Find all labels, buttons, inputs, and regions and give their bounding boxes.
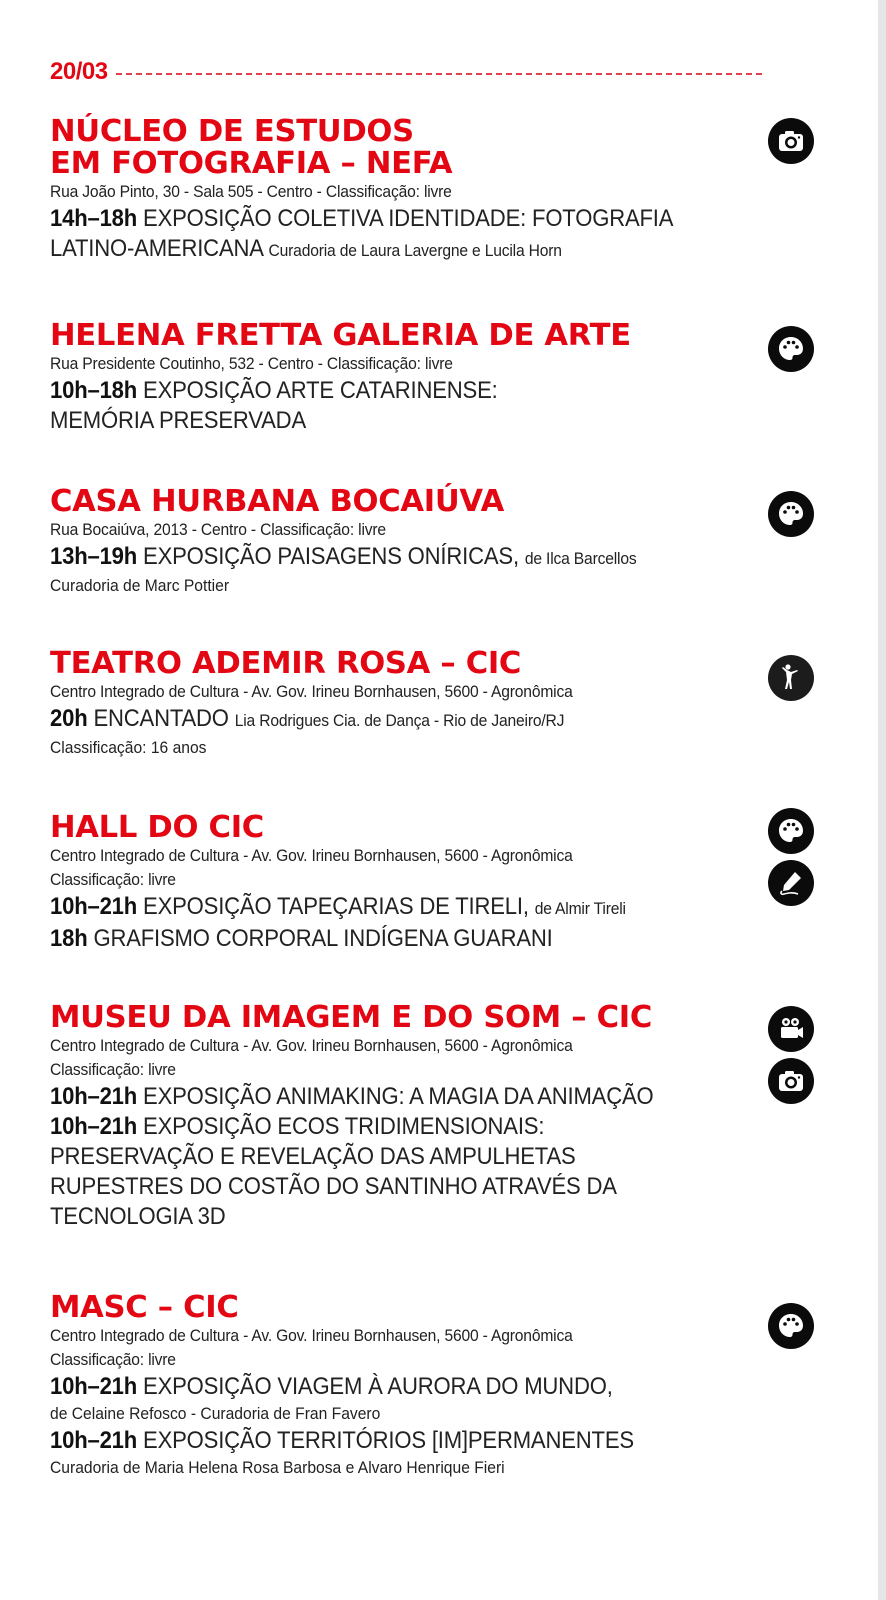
venue-masc — [50, 1292, 750, 1480]
event-time: 10h–18h — [50, 377, 138, 404]
event-note: Curadoria de Marc Pottier — [50, 576, 230, 595]
event-item — [50, 704, 749, 736]
event-time: 10h–21h — [50, 893, 138, 920]
venue-title-line: MUSEU DA IMAGEM E DO SOM – CIC — [50, 1000, 652, 1035]
event-title: EXPOSIÇÃO ARTE CATARINENSE: — [143, 377, 498, 404]
event-time: 20h — [50, 705, 88, 732]
dance-icon — [768, 655, 814, 701]
pencil-icon — [768, 860, 814, 906]
venue-classification: Classificação: livre — [50, 1350, 176, 1369]
event-time: 13h–19h — [50, 543, 138, 570]
date-label: 20/03 — [50, 58, 108, 85]
palette-icon — [768, 808, 814, 854]
event-title: EXPOSIÇÃO ANIMAKING: A MAGIA DA ANIMAÇÃO — [143, 1083, 654, 1110]
event-title-cont: PRESERVAÇÃO E REVELAÇÃO DAS AMPULHETAS — [50, 1143, 576, 1170]
event-detail: Lia Rodrigues Cia. de Dança - Rio de Janeiro/RJ — [234, 711, 565, 730]
palette-icon — [768, 491, 814, 537]
event-item — [50, 542, 749, 574]
venue-title-line: MASC – CIC — [50, 1290, 239, 1325]
event-title-cont: TECNOLOGIA 3D — [50, 1203, 226, 1230]
venue-title — [50, 648, 764, 680]
event-title: EXPOSIÇÃO PAISAGENS ONÍRICAS, — [143, 543, 519, 570]
event-title: EXPOSIÇÃO TAPEÇARIAS DE TIRELI, — [143, 893, 529, 920]
event-item — [50, 1112, 749, 1232]
venue-title — [50, 116, 764, 180]
event-note: Curadoria de Maria Helena Rosa Barbosa e Alvaro Henrique Fieri — [50, 1458, 505, 1477]
venue-teatro-ademir-rosa — [50, 648, 750, 760]
film-camera-icon — [768, 1006, 814, 1052]
event-time: 10h–21h — [50, 1427, 138, 1454]
venue-address: Rua Bocaiúva, 2013 - Centro - Classificação: livre — [50, 520, 386, 539]
venue-title-line: NÚCLEO DE ESTUDOS — [50, 114, 414, 149]
venue-title-line: HALL DO CIC — [50, 810, 264, 845]
venue-classification: Classificação: livre — [50, 870, 176, 889]
venue-title-line: HELENA FRETTA GALERIA DE ARTE — [50, 318, 631, 353]
camera-icon — [768, 118, 814, 164]
camera-icon — [768, 1058, 814, 1104]
event-note: de Celaine Refosco - Curadoria de Fran Favero — [50, 1404, 381, 1423]
event-time: 10h–21h — [50, 1373, 138, 1400]
event-item — [50, 376, 749, 436]
event-time: 10h–21h — [50, 1113, 138, 1140]
event-detail: de Ilca Barcellos — [524, 549, 637, 568]
event-time: 14h–18h — [50, 205, 138, 232]
palette-icon — [768, 1303, 814, 1349]
palette-icon — [768, 326, 814, 372]
event-title-cont: RUPESTRES DO COSTÃO DO SANTINHO ATRAVÉS DA — [50, 1173, 617, 1200]
venue-helena-fretta — [50, 320, 750, 436]
event-note: Classificação: 16 anos — [50, 738, 207, 757]
venue-nefa — [50, 116, 750, 266]
venue-casa-hurbana — [50, 486, 750, 598]
venue-address: Centro Integrado de Cultura - Av. Gov. Irineu Bornhausen, 5600 - Agronômica — [50, 682, 573, 701]
event-title: EXPOSIÇÃO COLETIVA IDENTIDADE: FOTOGRAFIA — [143, 205, 674, 232]
dashed-divider — [116, 73, 762, 75]
right-edge-strip — [878, 0, 886, 1600]
venue-title-line: EM FOTOGRAFIA – NEFA — [50, 146, 453, 181]
date-header — [50, 58, 762, 86]
venue-hall-do-cic — [50, 812, 750, 954]
event-item — [50, 1372, 749, 1402]
event-title: GRAFISMO CORPORAL INDÍGENA GUARANI — [93, 925, 553, 952]
event-title: EXPOSIÇÃO TERRITÓRIOS [IM]PERMANENTES — [143, 1427, 634, 1454]
venue-address: Rua João Pinto, 30 - Sala 505 - Centro - Classificação: livre — [50, 182, 452, 201]
event-title: ENCANTADO — [93, 705, 229, 732]
venue-address: Centro Integrado de Cultura - Av. Gov. Irineu Bornhausen, 5600 - Agronômica — [50, 846, 573, 865]
venue-title — [50, 320, 764, 352]
event-title-cont: LATINO-AMERICANA — [50, 235, 263, 262]
event-time: 18h — [50, 925, 88, 952]
event-item — [50, 892, 749, 924]
venue-title — [50, 1292, 764, 1324]
event-item — [50, 924, 749, 954]
event-title: EXPOSIÇÃO VIAGEM À AURORA DO MUNDO, — [143, 1373, 613, 1400]
venue-title-line: TEATRO ADEMIR ROSA – CIC — [50, 646, 522, 681]
event-title: EXPOSIÇÃO ECOS TRIDIMENSIONAIS: — [143, 1113, 545, 1140]
venue-title — [50, 1002, 764, 1034]
venue-museu-imagem-som — [50, 1002, 750, 1232]
event-detail: de Almir Tireli — [534, 899, 626, 918]
venue-address: Rua Presidente Coutinho, 532 - Centro - Classificação: livre — [50, 354, 453, 373]
venue-classification: Classificação: livre — [50, 1060, 176, 1079]
event-item — [50, 204, 749, 266]
venue-title — [50, 812, 764, 844]
event-item — [50, 1082, 749, 1112]
event-detail: Curadoria de Laura Lavergne e Lucila Horn — [268, 241, 562, 260]
venue-title-line: CASA HURBANA BOCAIÚVA — [50, 484, 505, 519]
event-title-cont: MEMÓRIA PRESERVADA — [50, 407, 306, 434]
venue-address: Centro Integrado de Cultura - Av. Gov. Irineu Bornhausen, 5600 - Agronômica — [50, 1326, 573, 1345]
event-time: 10h–21h — [50, 1083, 138, 1110]
event-item — [50, 1426, 749, 1456]
venue-title — [50, 486, 764, 518]
venue-address: Centro Integrado de Cultura - Av. Gov. Irineu Bornhausen, 5600 - Agronômica — [50, 1036, 573, 1055]
